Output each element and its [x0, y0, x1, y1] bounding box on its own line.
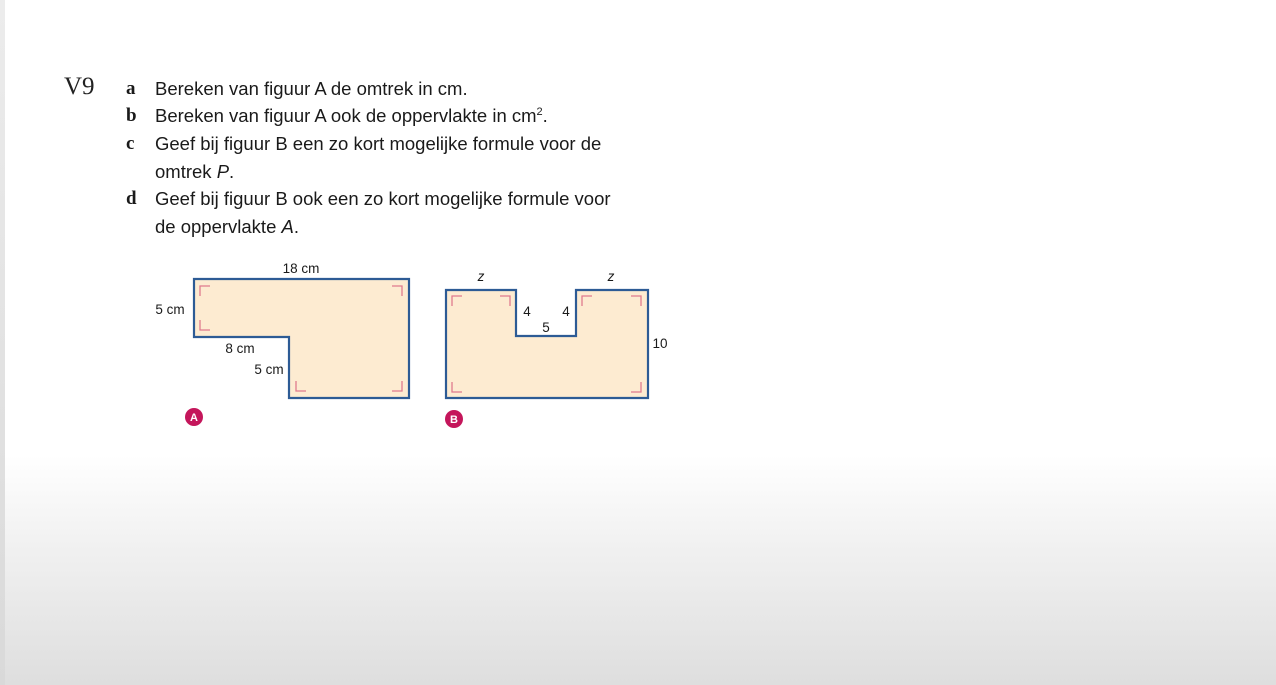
question-letter: d	[126, 188, 137, 209]
variable: A	[281, 216, 294, 237]
question-text: Geef bij figuur B een zo kort mogelijke formule voor de	[155, 133, 602, 154]
figure-a	[155, 261, 409, 426]
question-text: Bereken van figuur A de omtrek in cm.	[155, 78, 468, 99]
question-text-end: .	[293, 216, 299, 237]
label-notch-left: 4	[523, 304, 531, 319]
question-text-main: Bereken van figuur A ook de oppervlakte in cm	[155, 105, 537, 126]
figure-b-badge-letter: B	[450, 414, 458, 426]
question-letter: c	[126, 133, 135, 154]
figure-a-shape	[194, 279, 409, 398]
exercise-number: V9	[64, 73, 95, 100]
label-top-left: z	[477, 269, 485, 284]
label-left: 5 cm	[155, 302, 185, 317]
label-top: 18 cm	[282, 261, 320, 276]
label-notch-bottom: 5	[542, 320, 550, 335]
figure-a-badge-letter: A	[190, 412, 198, 424]
label-right: 10	[652, 336, 668, 351]
question-text-end: .	[542, 105, 548, 126]
superscript: 2	[536, 105, 543, 118]
figure-b	[445, 269, 668, 428]
question-text-main: de oppervlakte	[155, 216, 282, 237]
label-step-horizontal: 8 cm	[225, 341, 255, 356]
label-top-right: z	[607, 269, 615, 284]
question-letter: b	[126, 105, 137, 126]
question-text-main: omtrek	[155, 161, 217, 182]
label-step-vertical: 5 cm	[254, 362, 284, 377]
variable: P	[216, 161, 230, 182]
question-letter: a	[126, 78, 136, 99]
label-notch-right: 4	[562, 304, 570, 319]
question-text-end: .	[229, 161, 235, 182]
figure-b-shape	[446, 290, 648, 398]
question-text: Geef bij figuur B ook een zo kort mogelijke formule voor	[155, 188, 611, 209]
